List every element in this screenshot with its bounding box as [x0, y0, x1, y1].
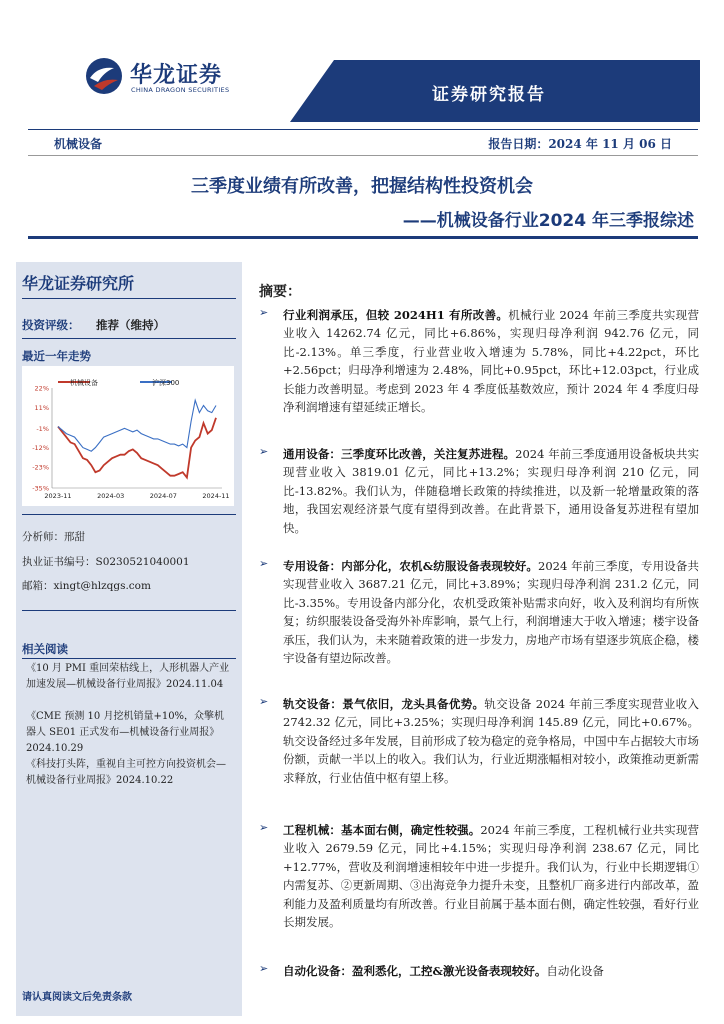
- paragraph-lead: 轨交设备：景气依旧，龙头具备优势。: [283, 697, 485, 711]
- summary-paragraph: [259, 306, 699, 416]
- disclaimer-note: 请认真阅读文后免责条款: [22, 992, 132, 1003]
- related-reading-title: 相关阅读: [22, 642, 68, 656]
- legend-csi300: 沪深300: [152, 379, 180, 387]
- summary-paragraph: [259, 821, 699, 931]
- arrow-bullet-icon: ➢: [259, 306, 269, 319]
- paragraph-lead: 工程机械：基本面右侧，确定性较强。: [283, 823, 481, 837]
- paragraph-lead: 通用设备：三季度环比改善，关注复苏进程。: [283, 447, 516, 461]
- summary-paragraph: [259, 557, 699, 667]
- report-date: 报告日期：2024 年 11 月 06 日: [488, 137, 672, 151]
- sidebar-divider: [22, 658, 236, 659]
- x-tick-label: 2024-11: [202, 492, 230, 500]
- related-item[interactable]: 《10 月 PMI 重回荣枯线上，人形机器人产业加速发展—机械设备行业周报》2024.11.04: [26, 663, 230, 690]
- legend-machinery: 机械设备: [70, 379, 98, 387]
- summary-paragraph: [259, 695, 699, 787]
- sidebar-divider: [22, 298, 236, 299]
- report-type-label: 证券研究报告: [432, 85, 546, 105]
- series-line: [58, 400, 216, 451]
- title-divider: [28, 155, 698, 156]
- summary-paragraph: [259, 445, 699, 537]
- analyst-email[interactable]: 邮箱：xingt@hlzqgs.com: [22, 580, 151, 592]
- paragraph-lead: 专用设备：内部分化，农机&纺服设备表现较好。: [283, 559, 539, 573]
- paragraph-lead: 行业利润承压，但较 2024H1 有所改善。: [283, 308, 509, 322]
- y-tick-label: -23%: [32, 463, 49, 472]
- paragraph-body: 机械行业 2024 年前三季度共实现营业收入 14262.74 亿元，同比+6.86%，实现归母净利润 942.76 亿元，同比-2.13%。单三季度，行业营业收入增速为 5.78%，同比+4.22pct，环比+2.56pct；归母净利增速为 2.48%，同比+0.95pct，环比+12.03pct，行业成长能力改善明显。考虑到 2023 年 4 季度低基数效应，预计 2024 年 4 季度归母净利润增速有望延续正增长。: [283, 308, 699, 415]
- rating-value: 推荐（维持）: [96, 318, 165, 332]
- trend-chart: [22, 366, 234, 506]
- series-line: [58, 418, 216, 478]
- sidebar-divider: [22, 610, 236, 611]
- institute-name: 华龙证券研究所: [22, 274, 135, 293]
- paragraph-body: 2024 年前三季度通用设备板块共实现营业收入 3819.01 亿元，同比+13.2%；实现归母净利润 210 亿元，同比-13.82%。我们认为，伴随稳增长政策的持续推进，以及新一轮增量政策的落地，我国宏观经济景气度有望得到改善。在此背景下，通用设备复苏进程有望加快。: [283, 447, 700, 535]
- report-title: 三季度业绩有所改善，把握结构性投资机会: [191, 176, 533, 197]
- summary-paragraph: [259, 962, 699, 980]
- y-tick-label: -1%: [36, 424, 49, 433]
- x-tick-label: 2024-07: [149, 492, 177, 500]
- paragraph-body: 轨交设备 2024 年前三季度实现营业收入 2742.32 亿元，同比+3.25%；实现归母净利润 145.89 亿元，同比+0.67%。轨交设备经过多年发展，目前形成了较为稳定的竞争格局，中国中车占据较大市场份额，贡献一半以上的收入。我们认为，行业近期涨幅相对较小，政策推动更新需求释放，行业估值中枢有望上移。: [283, 697, 700, 785]
- arrow-bullet-icon: ➢: [259, 695, 269, 708]
- x-tick-label: 2024-03: [97, 492, 125, 500]
- arrow-bullet-icon: ➢: [259, 821, 269, 834]
- paragraph-body: 2024 年前三季度，工程机械行业共实现营业收入 2679.59 亿元，同比+4.15%；实现归母净利润 238.67 亿元，同比+12.77%，营收及利润增速相较年中进一步提升。我们认为，行业中长期逻辑①内需复苏、②更新周期、③出海竞争力提升未变，且整机厂商多进行内部改革，盈利能力及盈利质量均有所改善。行业目前属于基本面右侧，确定性较强，看好行业长期发展。: [283, 823, 699, 930]
- arrow-bullet-icon: ➢: [259, 445, 269, 458]
- trend-label: 最近一年走势: [22, 349, 91, 363]
- y-tick-label: -35%: [32, 484, 49, 493]
- paragraph-lead: 自动化设备：盈利悉化，工控&激光设备表现较好。: [283, 964, 547, 978]
- y-tick-label: 11%: [34, 403, 49, 412]
- rating-label: 投资评级：: [22, 318, 80, 332]
- title-underline: [28, 236, 698, 239]
- sidebar-divider: [22, 514, 236, 515]
- related-item[interactable]: 《CME 预测 10 月挖机销量+10%，众擎机器人 SE01 正式发布—机械设备行业周报》2024.10.29: [26, 711, 225, 754]
- paragraph-body: 自动化设备: [546, 964, 604, 978]
- x-tick-label: 2023-11: [44, 492, 72, 500]
- report-subtitle: ——机械设备行业2024 年三季报综述: [402, 211, 694, 231]
- arrow-bullet-icon: ➢: [259, 557, 269, 570]
- logo-emblem-icon: [84, 56, 124, 96]
- certificate-number: 执业证书编号：S0230521040001: [22, 556, 190, 568]
- logo-subtext: CHINA DRAGON SECURITIES: [131, 86, 230, 94]
- related-item[interactable]: 《科技打头阵，重视自主可控方向投资机会—机械设备行业周报》2024.10.22: [26, 759, 226, 786]
- y-tick-label: -12%: [32, 444, 49, 453]
- sector-label: 机械设备: [54, 137, 103, 151]
- y-tick-label: 22%: [34, 384, 49, 393]
- analyst-name: 分析师：邢甜: [22, 531, 85, 543]
- header-divider: [28, 129, 698, 130]
- logo-text: 华龙证券: [130, 63, 223, 88]
- abstract-heading: 摘要：: [259, 284, 301, 300]
- arrow-bullet-icon: ➢: [259, 962, 269, 975]
- sidebar-divider: [22, 338, 236, 339]
- paragraph-body: 2024 年前三季度，专用设备共实现营业收入 3687.21 亿元，同比+3.89%；实现归母净利润 231.2 亿元，同比-3.35%。专用设备内部分化，农机受政策补贴需求向好，收入及利润均有所恢复；纺织服装设备受海外补库影响，景气上行，利润增速大于收入增速；楼宇设备承压，我们认为，未来随着政策的进一步发力，房地产市场有望逐步筑底企稳，楼宇设备有望边际改善。: [283, 559, 699, 666]
